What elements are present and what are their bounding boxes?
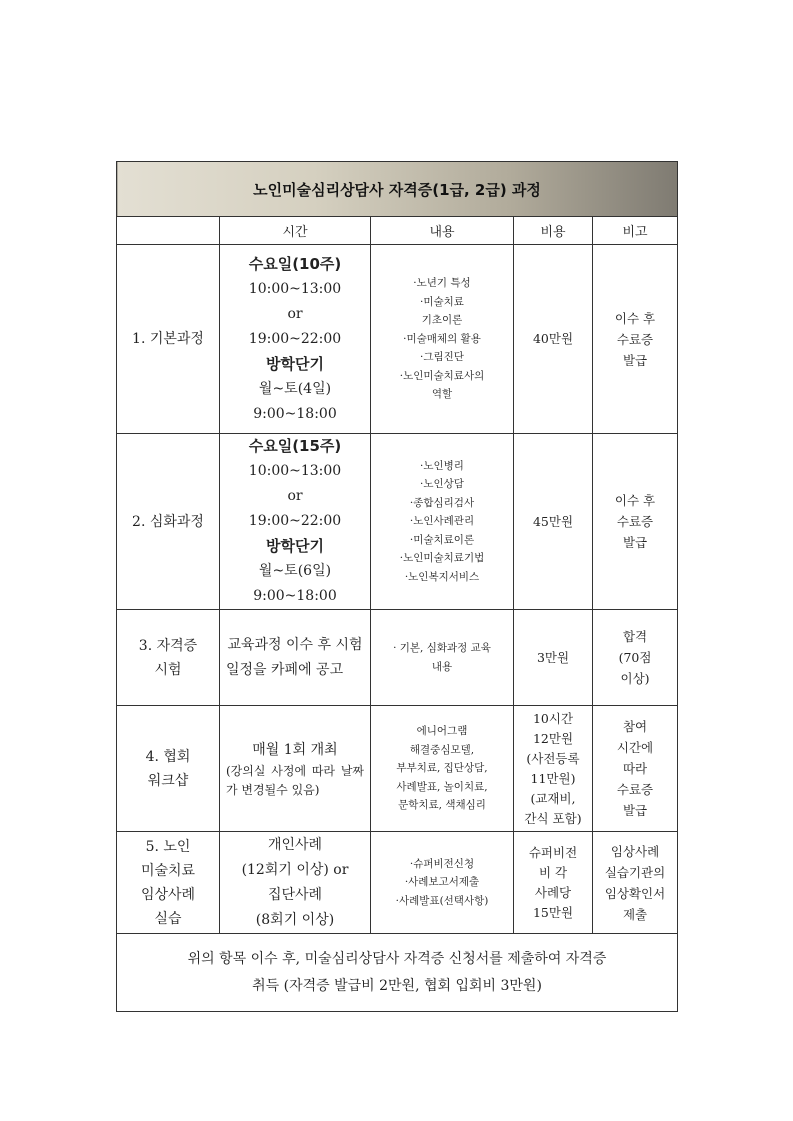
note-line: 이수 후 <box>614 310 656 326</box>
footer-note <box>117 934 678 1012</box>
row-note <box>593 610 678 706</box>
content-line: ·노인병리 <box>420 459 464 472</box>
category-line: 시험 <box>154 661 182 678</box>
category-line: 1. 기본과정 <box>132 331 204 347</box>
title-row <box>117 162 678 217</box>
time-main: 매월 1회 개최 <box>252 741 338 758</box>
content-line: ·사례보고서제출 <box>404 876 480 889</box>
note-line: 발급 <box>622 535 648 550</box>
note-line: 수료증 <box>616 782 654 797</box>
note-line: 수료증 <box>616 514 654 529</box>
category-line: 4. 협회 <box>145 748 191 765</box>
fee-line: 11만원) <box>530 770 576 786</box>
content-line: 해결중심모델, <box>409 743 475 756</box>
row-time <box>220 832 371 934</box>
row-content <box>371 610 514 706</box>
fee-line: (사전등록 <box>526 750 580 766</box>
row-fee <box>514 245 593 434</box>
content-line: 내용 <box>431 660 453 673</box>
note-line: 실습기관의 <box>604 864 666 880</box>
fee-line: 슈퍼비전 <box>528 844 578 860</box>
category-line: 임상사례 <box>140 886 196 903</box>
content-line: ·노인복지서비스 <box>404 570 480 583</box>
header-row <box>117 217 678 245</box>
table-row-workshop <box>117 706 678 832</box>
row-fee <box>514 832 593 934</box>
row-time <box>220 245 371 434</box>
content-line: ·노인상담 <box>420 478 464 491</box>
time-sub: (강의실 사정에 따라 날짜가 변경될수 있음) <box>226 763 364 797</box>
content-line: · 기본, 심화과정 교육 <box>393 642 491 654</box>
note-line: 이수 후 <box>614 493 656 508</box>
time-line: 10:00~13:00 <box>248 280 342 297</box>
category-line: 워크샵 <box>147 772 189 789</box>
header-category <box>117 217 220 245</box>
note-line: 발급 <box>622 352 648 368</box>
table-row-advanced <box>117 434 678 610</box>
note-line: 이상) <box>620 671 650 686</box>
content-line: 부부치료, 집단상담, <box>396 762 488 775</box>
content-line: ·슈퍼비전신청 <box>409 857 475 870</box>
time-line: 9:00~18:00 <box>253 588 337 604</box>
row-time <box>220 434 371 610</box>
row-fee <box>514 434 593 610</box>
content-line: 역할 <box>431 388 453 401</box>
time-line: (8회기 이상) <box>255 911 335 928</box>
row-content <box>371 832 514 934</box>
fee-line: 15만원 <box>532 904 574 920</box>
fee-line: 45만원 <box>532 513 574 529</box>
time-line: 개인사례 <box>267 836 323 853</box>
row-content <box>371 434 514 610</box>
footer-row <box>117 934 678 1012</box>
header-content: 내용 <box>371 217 514 245</box>
row-category <box>117 610 220 706</box>
time-line: 9:00~18:00 <box>253 405 337 422</box>
content-line: ·노년기 특성 <box>413 277 471 290</box>
row-content <box>371 245 514 434</box>
content-line: 문학치료, 색채심리 <box>398 799 486 812</box>
category-line: 3. 자격증 <box>138 637 198 654</box>
header-note: 비고 <box>593 217 678 245</box>
note-line: 임상사례 <box>610 843 660 859</box>
note-line: 합격 <box>622 629 648 644</box>
note-line: 발급 <box>622 803 648 818</box>
content-line: 사례발표, 놀이치료, <box>396 780 488 793</box>
fee-line: 10시간 <box>532 710 574 726</box>
row-fee <box>514 610 593 706</box>
row-content <box>371 706 514 832</box>
content-line: ·그림진단 <box>420 351 464 364</box>
row-note <box>593 245 678 434</box>
time-line: 방학단기 <box>266 354 324 373</box>
header-fee: 비용 <box>514 217 593 245</box>
time-line: 월~토(4일) <box>258 380 332 397</box>
note-line: 임상확인서 <box>604 885 666 901</box>
course-table <box>116 161 678 1012</box>
content-line: ·노인미술치료사의 <box>399 369 485 382</box>
time-line: or <box>287 488 303 504</box>
fee-line: 간식 포함) <box>524 810 582 826</box>
time-line: 방학단기 <box>266 537 324 555</box>
content-line: ·미술치료 <box>420 295 464 308</box>
note-line: (70점 <box>618 650 652 665</box>
category-line: 미술치료 <box>140 862 196 879</box>
category-line: 2. 심화과정 <box>132 513 204 530</box>
time-line: 수요일(10주) <box>248 254 342 273</box>
note-line: 수료증 <box>616 331 654 347</box>
content-line: ·미술매체의 활용 <box>403 332 481 345</box>
row-fee <box>514 706 593 832</box>
table-row-practicum <box>117 832 678 934</box>
content-line: ·사례발표(선택사항) <box>395 894 489 907</box>
footer-line: 위의 항목 이수 후, 미술심리상담사 자격증 신청서를 제출하여 자격증 <box>187 950 607 967</box>
category-line: 실습 <box>154 910 182 927</box>
content-line: ·미술치료이론 <box>409 533 475 546</box>
content-line: ·종합심리검사 <box>409 496 475 509</box>
fee-line: 40만원 <box>532 331 574 346</box>
time-line: 월~토(6일) <box>258 563 332 579</box>
row-time <box>220 706 371 832</box>
table-title: 노인미술심리상담사 자격증(1급, 2급) 과정 <box>117 162 678 217</box>
note-line: 제출 <box>622 906 648 922</box>
time-line: 집단사례 <box>267 886 323 903</box>
table-row-exam <box>117 610 678 706</box>
footer-line: 취득 (자격증 발급비 2만원, 협회 입회비 3만원) <box>252 977 542 994</box>
row-category <box>117 832 220 934</box>
fee-line: 3만원 <box>536 649 570 665</box>
table-row-basic <box>117 245 678 434</box>
fee-line: 비 각 <box>538 864 568 880</box>
row-category <box>117 706 220 832</box>
time-line: 10:00~13:00 <box>248 463 342 479</box>
content-line: ·노인미술치료기법 <box>399 552 485 565</box>
time-line: 19:00~22:00 <box>248 513 342 529</box>
category-line: 5. 노인 <box>145 838 191 855</box>
row-note <box>593 832 678 934</box>
row-note <box>593 706 678 832</box>
note-line: 따라 <box>622 761 648 776</box>
content-line: 에니어그램 <box>416 725 468 738</box>
time-line: 수요일(15주) <box>248 437 342 455</box>
note-line: 참여 <box>622 719 648 734</box>
row-note <box>593 434 678 610</box>
time-text: 교육과정 이수 후 시험 일정을 카페에 공고 <box>226 636 363 678</box>
row-category <box>117 245 220 434</box>
content-line: ·노인사례관리 <box>409 515 475 528</box>
fee-line: 12만원 <box>532 730 574 746</box>
time-line: 19:00~22:00 <box>248 330 342 347</box>
header-time: 시간 <box>220 217 371 245</box>
time-line: or <box>287 305 303 322</box>
fee-line: (교재비, <box>530 790 576 806</box>
note-line: 시간에 <box>616 740 654 755</box>
time-line: (12회기 이상) or <box>241 861 349 878</box>
row-category <box>117 434 220 610</box>
fee-line: 사례당 <box>534 884 572 900</box>
row-time <box>220 610 371 706</box>
content-line: 기초이론 <box>421 314 463 327</box>
